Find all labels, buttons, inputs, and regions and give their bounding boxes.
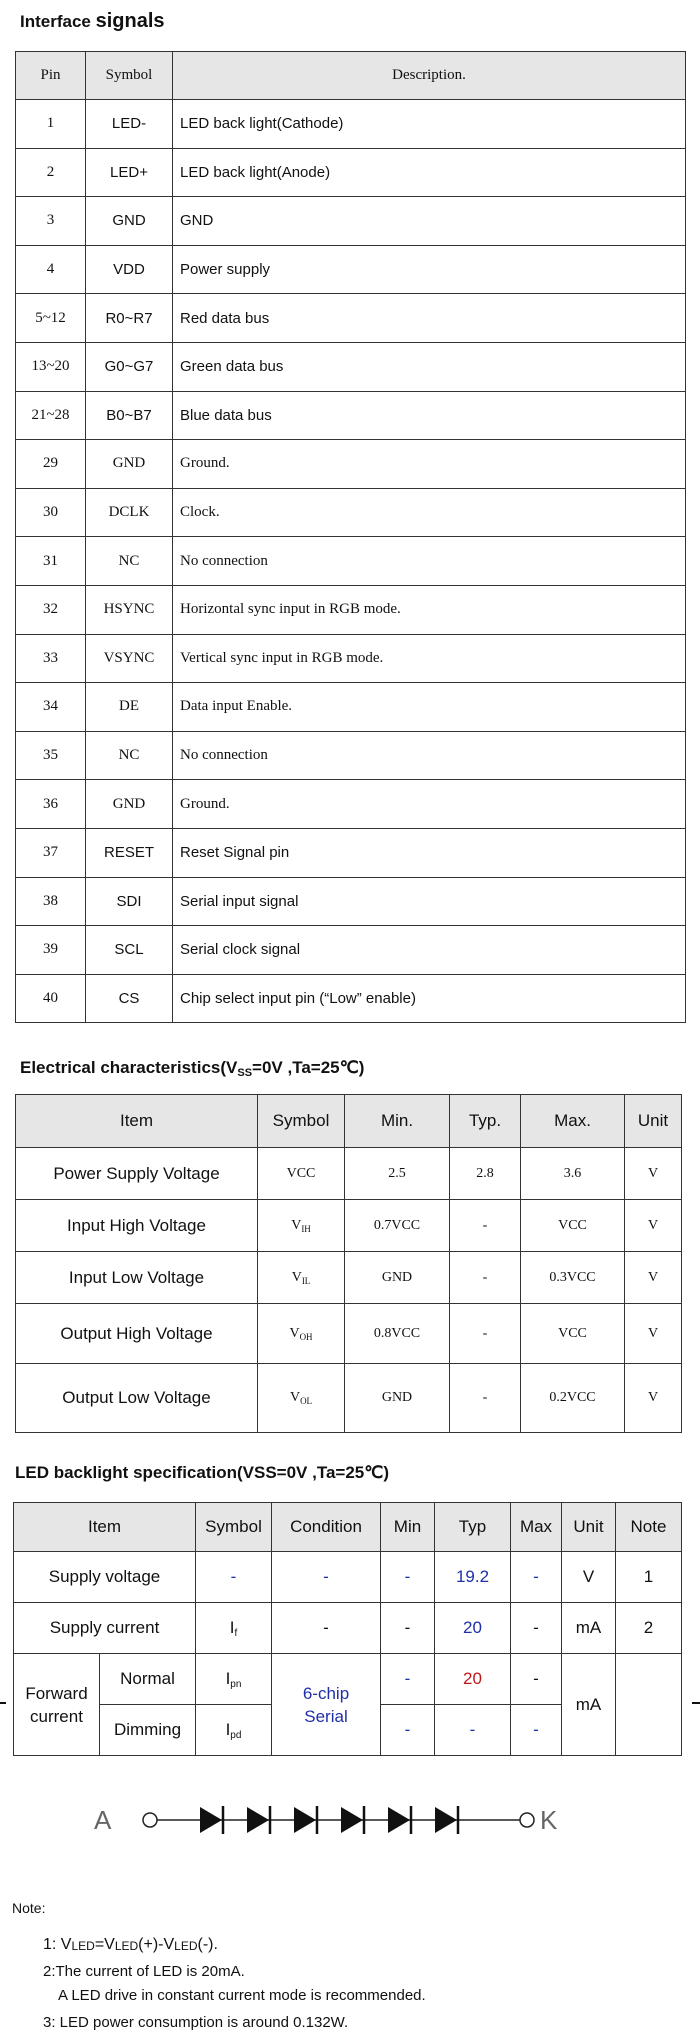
pin-cell: 32 (16, 585, 86, 634)
description-cell: Red data bus (173, 294, 686, 343)
symbol-cell: VCC (258, 1148, 345, 1200)
typ-cell: 2.8 (450, 1148, 521, 1200)
symbol-cell: RESET (86, 828, 173, 877)
pin-cell: 31 (16, 537, 86, 586)
description-cell: Clock. (173, 488, 686, 537)
item-cell: Supply current (14, 1603, 196, 1654)
table-row (16, 100, 686, 149)
header-symbol: Symbol (86, 52, 173, 100)
description-cell: Serial clock signal (173, 926, 686, 975)
typ-cell: 20 (435, 1654, 511, 1705)
description-cell: Vertical sync input in RGB mode. (173, 634, 686, 683)
max-cell: 3.6 (521, 1148, 625, 1200)
pin-cell: 1 (16, 100, 86, 149)
table-row (16, 1148, 682, 1200)
symbol-cell: G0~G7 (86, 342, 173, 391)
symbol-cell: DCLK (86, 488, 173, 537)
margin-tick-left (0, 1702, 6, 1704)
header-pin: Pin (16, 52, 86, 100)
symbol-cell: $V_{OH}$ (258, 1304, 345, 1364)
min-cell: - (381, 1654, 435, 1705)
table-row (16, 245, 686, 294)
led-diode-icon (294, 1806, 317, 1834)
table-row (16, 634, 686, 683)
pin-cell: 30 (16, 488, 86, 537)
table-row (16, 731, 686, 780)
symbol-cell: LED- (86, 100, 173, 149)
pin-cell: 40 (16, 974, 86, 1023)
pin-cell: 29 (16, 440, 86, 489)
note-cell: 1 (616, 1552, 682, 1603)
table-row (16, 148, 686, 197)
symbol-cell: SDI (86, 877, 173, 926)
max-cell: VCC (521, 1304, 625, 1364)
max-cell: 0.2VCC (521, 1364, 625, 1433)
min-cell: GND (345, 1252, 450, 1304)
interface-signals-table (15, 51, 686, 1023)
table-header-row (16, 1095, 682, 1148)
table-row (16, 342, 686, 391)
header-min: Min. (345, 1095, 450, 1148)
header-max: Max. (521, 1095, 625, 1148)
pin-cell: 37 (16, 828, 86, 877)
symbol-cell: - (196, 1552, 272, 1603)
description-cell: Chip select input pin (“Low” enable) (173, 974, 686, 1023)
table-row (16, 1364, 682, 1433)
table-row (16, 197, 686, 246)
symbol-cell: B0~B7 (86, 391, 173, 440)
header-unit: Unit (625, 1095, 682, 1148)
condition-cell: - (272, 1552, 381, 1603)
symbol-cell: GND (86, 440, 173, 489)
pin-cell: 13~20 (16, 342, 86, 391)
table-row-forward-normal (14, 1654, 682, 1705)
table-row (16, 828, 686, 877)
table-row (16, 683, 686, 732)
min-cell: - (381, 1705, 435, 1756)
item-cell: Input High Voltage (16, 1200, 258, 1252)
symbol-cell: GND (86, 197, 173, 246)
header-unit: Unit (562, 1503, 616, 1552)
forward-current-label: Forward current (14, 1654, 100, 1756)
description-cell: Ground. (173, 440, 686, 489)
typ-cell: - (450, 1364, 521, 1433)
table-row (16, 440, 686, 489)
cathode-label: K (540, 1805, 558, 1835)
item-cell: Supply voltage (14, 1552, 196, 1603)
header-max: Max (511, 1503, 562, 1552)
unit-cell: V (625, 1200, 682, 1252)
table-header-row (16, 52, 686, 100)
led-diode-icon (200, 1806, 223, 1834)
typ-cell: 20 (435, 1603, 511, 1654)
table-row (16, 585, 686, 634)
header-note: Note (616, 1503, 682, 1552)
margin-tick-right (692, 1702, 700, 1704)
pin-cell: 38 (16, 877, 86, 926)
table-row (16, 537, 686, 586)
typ-cell: - (450, 1252, 521, 1304)
typ-cell: - (450, 1200, 521, 1252)
description-cell: Data input Enable. (173, 683, 686, 732)
pin-cell: 33 (16, 634, 86, 683)
pin-cell: 5~12 (16, 294, 86, 343)
symbol-cell: LED+ (86, 148, 173, 197)
max-cell: - (511, 1654, 562, 1705)
led-diode-icon (388, 1806, 411, 1834)
min-cell: 2.5 (345, 1148, 450, 1200)
condition-cell-6chip: 6-chip Serial (272, 1654, 381, 1756)
symbol-cell: $I_{pd}$ (196, 1705, 272, 1756)
normal-label: Normal (100, 1654, 196, 1705)
description-cell: Reset Signal pin (173, 828, 686, 877)
note-2-line-2: A LED drive in constant current mode is recommended. (58, 1987, 426, 2004)
header-condition: Condition (272, 1503, 381, 1552)
table-row (16, 974, 686, 1023)
min-cell: - (381, 1552, 435, 1603)
unit-cell: V (625, 1252, 682, 1304)
max-cell: 0.3VCC (521, 1252, 625, 1304)
unit-cell: V (625, 1364, 682, 1433)
symbol-cell: CS (86, 974, 173, 1023)
led-diode-icon (247, 1806, 270, 1834)
header-typ: Typ. (450, 1095, 521, 1148)
description-cell: LED back light(Anode) (173, 148, 686, 197)
section-title-interface-signals: Interface signals (20, 10, 165, 32)
symbol-cell: $V_{IH}$ (258, 1200, 345, 1252)
condition-cell: - (272, 1603, 381, 1654)
description-cell: Power supply (173, 245, 686, 294)
pin-cell: 4 (16, 245, 86, 294)
typ-cell: 19.2 (435, 1552, 511, 1603)
max-cell: VCC (521, 1200, 625, 1252)
symbol-cell: HSYNC (86, 585, 173, 634)
table-row-supply-voltage (14, 1552, 682, 1603)
unit-cell: mA (562, 1654, 616, 1756)
table-row (16, 294, 686, 343)
led-diode-icon (435, 1806, 458, 1834)
description-cell: No connection (173, 537, 686, 586)
symbol-cell: NC (86, 537, 173, 586)
header-symbol: Symbol (258, 1095, 345, 1148)
led-string-diagram (80, 1795, 580, 1845)
symbol-cell: VSYNC (86, 634, 173, 683)
header-min: Min (381, 1503, 435, 1552)
note-2-line-1: 2:The current of LED is 20mA. (43, 1963, 245, 1980)
symbol-cell: $V_{IL}$ (258, 1252, 345, 1304)
table-row (16, 1200, 682, 1252)
pin-cell: 3 (16, 197, 86, 246)
table-row (16, 488, 686, 537)
led-backlight-table (13, 1502, 682, 1756)
pin-cell: 2 (16, 148, 86, 197)
section-title-electrical: Electrical $characteristics(V_{SS}=0V$ ,Ta=25℃) (20, 1058, 365, 1079)
symbol-cell: $I_f$ (196, 1603, 272, 1654)
pin-cell: 35 (16, 731, 86, 780)
cathode-terminal (520, 1813, 534, 1827)
description-cell: Green data bus (173, 342, 686, 391)
unit-cell: mA (562, 1603, 616, 1654)
symbol-cell: NC (86, 731, 173, 780)
symbol-cell: VDD (86, 245, 173, 294)
max-cell: - (511, 1552, 562, 1603)
anode-label: A (94, 1805, 112, 1835)
description-cell: LED back light(Cathode) (173, 100, 686, 149)
pin-cell: 36 (16, 780, 86, 829)
symbol-cell: GND (86, 780, 173, 829)
table-header-row (14, 1503, 682, 1552)
symbol-cell: SCL (86, 926, 173, 975)
table-row-supply-current (14, 1603, 682, 1654)
max-cell: - (511, 1705, 562, 1756)
description-cell: Blue data bus (173, 391, 686, 440)
unit-cell: V (625, 1304, 682, 1364)
min-cell: GND (345, 1364, 450, 1433)
anode-terminal (143, 1813, 157, 1827)
typ-cell: - (435, 1705, 511, 1756)
unit-cell: V (562, 1552, 616, 1603)
header-typ: Typ (435, 1503, 511, 1552)
description-cell: Horizontal sync input in RGB mode. (173, 585, 686, 634)
description-cell: GND (173, 197, 686, 246)
note-3: 3: LED power consumption is around 0.132W. (43, 2014, 349, 2031)
pin-cell: 21~28 (16, 391, 86, 440)
section-title-led-backlight: LED backlight specification(VSS=0V ,Ta=25℃) (15, 1463, 389, 1482)
item-cell: Output Low Voltage (16, 1364, 258, 1433)
header-item: Item (14, 1503, 196, 1552)
pin-cell: 34 (16, 683, 86, 732)
min-cell: 0.8VCC (345, 1304, 450, 1364)
description-cell: No connection (173, 731, 686, 780)
item-cell: Input Low Voltage (16, 1252, 258, 1304)
pin-cell: 39 (16, 926, 86, 975)
dimming-label: Dimming (100, 1705, 196, 1756)
notes-heading: Note: (12, 1900, 46, 1916)
description-cell: Serial input signal (173, 877, 686, 926)
item-cell: Power Supply Voltage (16, 1148, 258, 1200)
note-cell: 2 (616, 1603, 682, 1654)
typ-cell: - (450, 1304, 521, 1364)
header-description: Description. (173, 52, 686, 100)
table-row (16, 877, 686, 926)
header-symbol: Symbol (196, 1503, 272, 1552)
led-diode-icon (341, 1806, 364, 1834)
min-cell: 0.7VCC (345, 1200, 450, 1252)
table-row (16, 1304, 682, 1364)
table-row (16, 780, 686, 829)
table-row (16, 391, 686, 440)
header-item: Item (16, 1095, 258, 1148)
symbol-cell: $V_{OL}$ (258, 1364, 345, 1433)
max-cell: - (511, 1603, 562, 1654)
electrical-characteristics-table (15, 1094, 682, 1433)
symbol-cell: R0~R7 (86, 294, 173, 343)
item-cell: Output High Voltage (16, 1304, 258, 1364)
description-cell: Ground. (173, 780, 686, 829)
table-row (16, 926, 686, 975)
min-cell: - (381, 1603, 435, 1654)
symbol-cell: DE (86, 683, 173, 732)
symbol-cell: $I_{pn}$ (196, 1654, 272, 1705)
table-row (16, 1252, 682, 1304)
note-cell (616, 1654, 682, 1756)
note-1: 1: $V_{LED}=V_{LED}(+)-V_{LED}(-)$. (43, 1936, 218, 1953)
unit-cell: V (625, 1148, 682, 1200)
